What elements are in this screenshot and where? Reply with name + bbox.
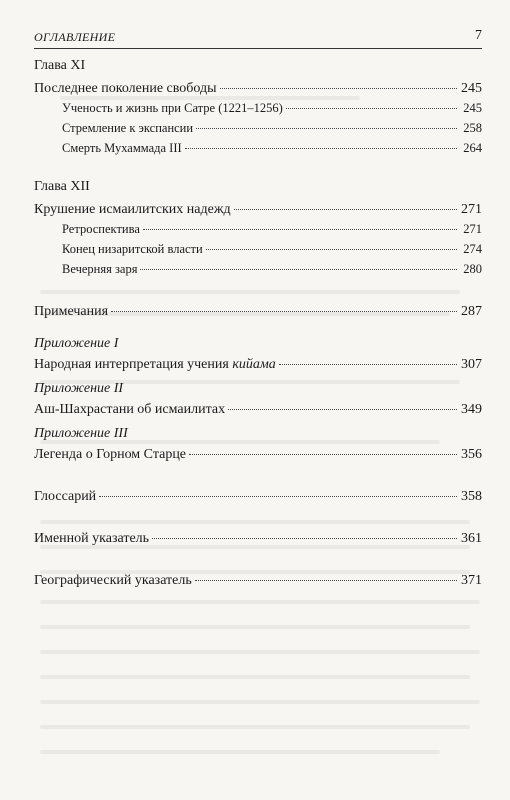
dot-leader [189,440,457,455]
show-through-mark [40,600,480,604]
toc-entry-title: Географический указатель [34,573,192,588]
appendix-label-iii: Приложение III [34,426,128,441]
dot-leader [220,74,457,89]
toc-entry-page: 258 [463,121,482,135]
dot-leader [206,237,457,251]
toc-entry-title: Стремление к экспансии [62,121,194,135]
toc-entry-page: 361 [461,531,482,546]
toc-entry-title: Смерть Мухаммада III [62,141,182,155]
toc-entry-title: Глоссарий [34,489,97,504]
toc-entry-page: 274 [463,242,482,256]
dot-leader [234,195,457,210]
header-rule [34,48,482,49]
toc-entry-title: Легенда о Горном Старце [34,447,187,462]
page-number: 7 [475,28,482,43]
toc-entry-page: 307 [461,357,482,372]
toc-entry-page: 349 [461,402,482,417]
dot-leader [185,136,457,150]
show-through-mark [40,650,480,654]
dot-leader [286,96,457,110]
appendix-label-ii: Приложение II [34,381,124,396]
table-of-contents [34,58,482,590]
dot-leader [111,297,457,312]
toc-entry-title: Последнее поколение свободы [34,81,217,96]
appendix-label-i: Приложение I [34,336,119,351]
toc-subentry[interactable] [34,259,482,279]
show-through-mark [40,675,470,679]
toc-entry-title [34,354,276,375]
toc-entry-title: Ретроспектива [62,222,140,236]
dot-leader [152,524,457,539]
show-through-mark [40,700,480,704]
chapter-label-xii: Глава XII [34,179,90,194]
dot-leader [196,116,457,130]
toc-entry-page: 271 [463,222,482,236]
toc-subentry[interactable] [34,138,482,158]
toc-entry-glossary[interactable] [34,485,482,506]
toc-entry-title: Конец низаритской власти [62,242,203,256]
title-italic-term: кийама [232,357,276,372]
title-prefix: Народная интерпретация учения [34,357,233,372]
toc-entry-geo-index[interactable] [34,569,482,590]
show-through-mark [40,750,440,754]
dot-leader [99,482,457,497]
dot-leader [279,350,457,365]
toc-entry-page: 280 [463,262,482,276]
toc-entry-page: 264 [463,141,482,155]
dot-leader [228,395,457,410]
dot-leader [143,217,457,231]
toc-entry-name-index[interactable] [34,527,482,548]
toc-entry-title: Крушение исмаилитских надежд [34,202,231,217]
toc-entry-notes[interactable] [34,300,482,321]
toc-entry-appendix-i[interactable] [34,353,482,374]
toc-entry-page: 371 [461,573,482,588]
show-through-mark [40,625,470,629]
toc-entry-appendix-ii[interactable] [34,398,482,419]
toc-entry-page: 358 [461,489,482,504]
dot-leader [195,566,457,581]
toc-entry-page: 287 [461,304,482,319]
chapter-label-xi: Глава XI [34,58,86,73]
toc-entry-page: 245 [463,101,482,115]
toc-entry-title: Примечания [34,304,109,319]
toc-entry-page: 271 [461,202,482,217]
toc-entry-title: Аш-Шахрастани об исмаилитах [34,402,226,417]
running-title: ОГЛАВЛЕНИЕ [34,30,116,44]
dot-leader [140,257,457,271]
toc-entry-page: 245 [461,81,482,96]
toc-entry-appendix-iii[interactable] [34,443,482,464]
toc-entry-page: 356 [461,447,482,462]
toc-entry-title: Именной указатель [34,531,150,546]
show-through-mark [40,725,470,729]
toc-entry-title: Ученость и жизнь при Сатре (1221–1256) [62,101,283,115]
toc-entry-title: Вечерняя заря [62,262,138,276]
